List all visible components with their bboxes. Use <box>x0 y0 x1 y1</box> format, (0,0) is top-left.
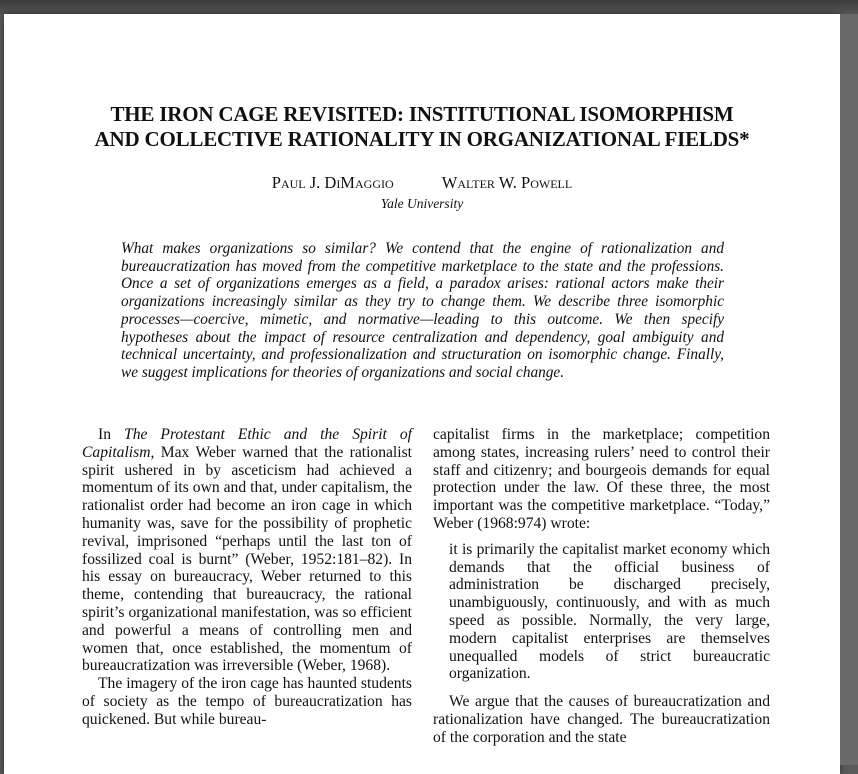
left-paragraph-1 <box>82 426 412 675</box>
author-powell: Walter W. Powell <box>441 173 573 192</box>
body-column-left <box>82 426 412 729</box>
title-line-2: AND COLLECTIVE RATIONALITY IN ORGANIZATIONAL FIELDS* <box>94 127 750 151</box>
right-paragraph-2: We argue that the causes of bureaucratization and rationalization have changed. The bureaucratization of the corporation and the state <box>433 693 770 746</box>
right-paragraph-1: capitalist firms in the marketplace; competition among states, increasing rulers’ need to control their staff and citizenry; and bourgeois demands for equal protection under the law. Of these three, the most important was the competitive marketplace. “Today,” Weber (1968:974) wrote: <box>433 426 770 532</box>
document-page <box>4 14 840 774</box>
left-p1-rest: Max Weber warned that the rationalist spirit ushered in by asceticism had achieved a momentum of its own and that, under capitalism, the rationalist order had become an iron cage in which humanity was, save for the possibility of prophetic revival, imprisoned “perhaps until the last ton of fossilized coal is burnt” (Weber, 1952:181–82). In his essay on bureaucracy, Weber returned to this theme, contending that bureaucracy, the rational spirit’s organizational manifestation, was so efficient and powerful a means of controlling men and women that, once established, the momentum of bureaucratization was irreversible (Weber, 1968). <box>82 443 412 675</box>
vertical-scrollbar[interactable] <box>840 14 858 765</box>
paper-title <box>4 102 840 152</box>
abstract: What makes organizations so similar? We contend that the engine of rationalization and bureaucratization has moved from the competitive marketplace to the state and the professions. Once a set of organizations emerges as a field, a paradox arises: rational actors make their organizations increasingly similar as they try to change them. We describe three isomorphic processes—coercive, mimetic, and normative—leading to this outcome. We then specify hypotheses about the impact of resource centralization and dependency, goal ambiguity and technical uncertainty, and professionalization and structuration on isomorphic change. Finally, we suggest implications for theories of organizations and social change. <box>121 240 724 381</box>
block-quote: it is primarily the capitalist market economy which demands that the official business of administration be discharged precisely, unambiguously, continuously, and with as much speed as possible. Normally, the very large, modern capitalist enterprises are themselves unequalled models of strict bureaucratic organization. <box>449 540 770 683</box>
viewer-top-bar <box>0 0 858 14</box>
author-dimaggio: Paul J. DiMaggio <box>271 173 394 192</box>
left-p1-intro: In <box>98 426 125 443</box>
book-title: The Protestant Ethic and the Spirit of Capitalism, <box>82 426 413 461</box>
left-paragraph-2: The imagery of the iron cage has haunted students of society as the tempo of bureaucratization has quickened. But while bureau- <box>82 675 412 728</box>
affiliation: Yale University <box>380 196 464 211</box>
author-list <box>4 173 840 193</box>
title-line-1: THE IRON CAGE REVISITED: INSTITUTIONAL ISOMORPHISM <box>110 102 734 126</box>
body-column-right <box>433 426 770 747</box>
